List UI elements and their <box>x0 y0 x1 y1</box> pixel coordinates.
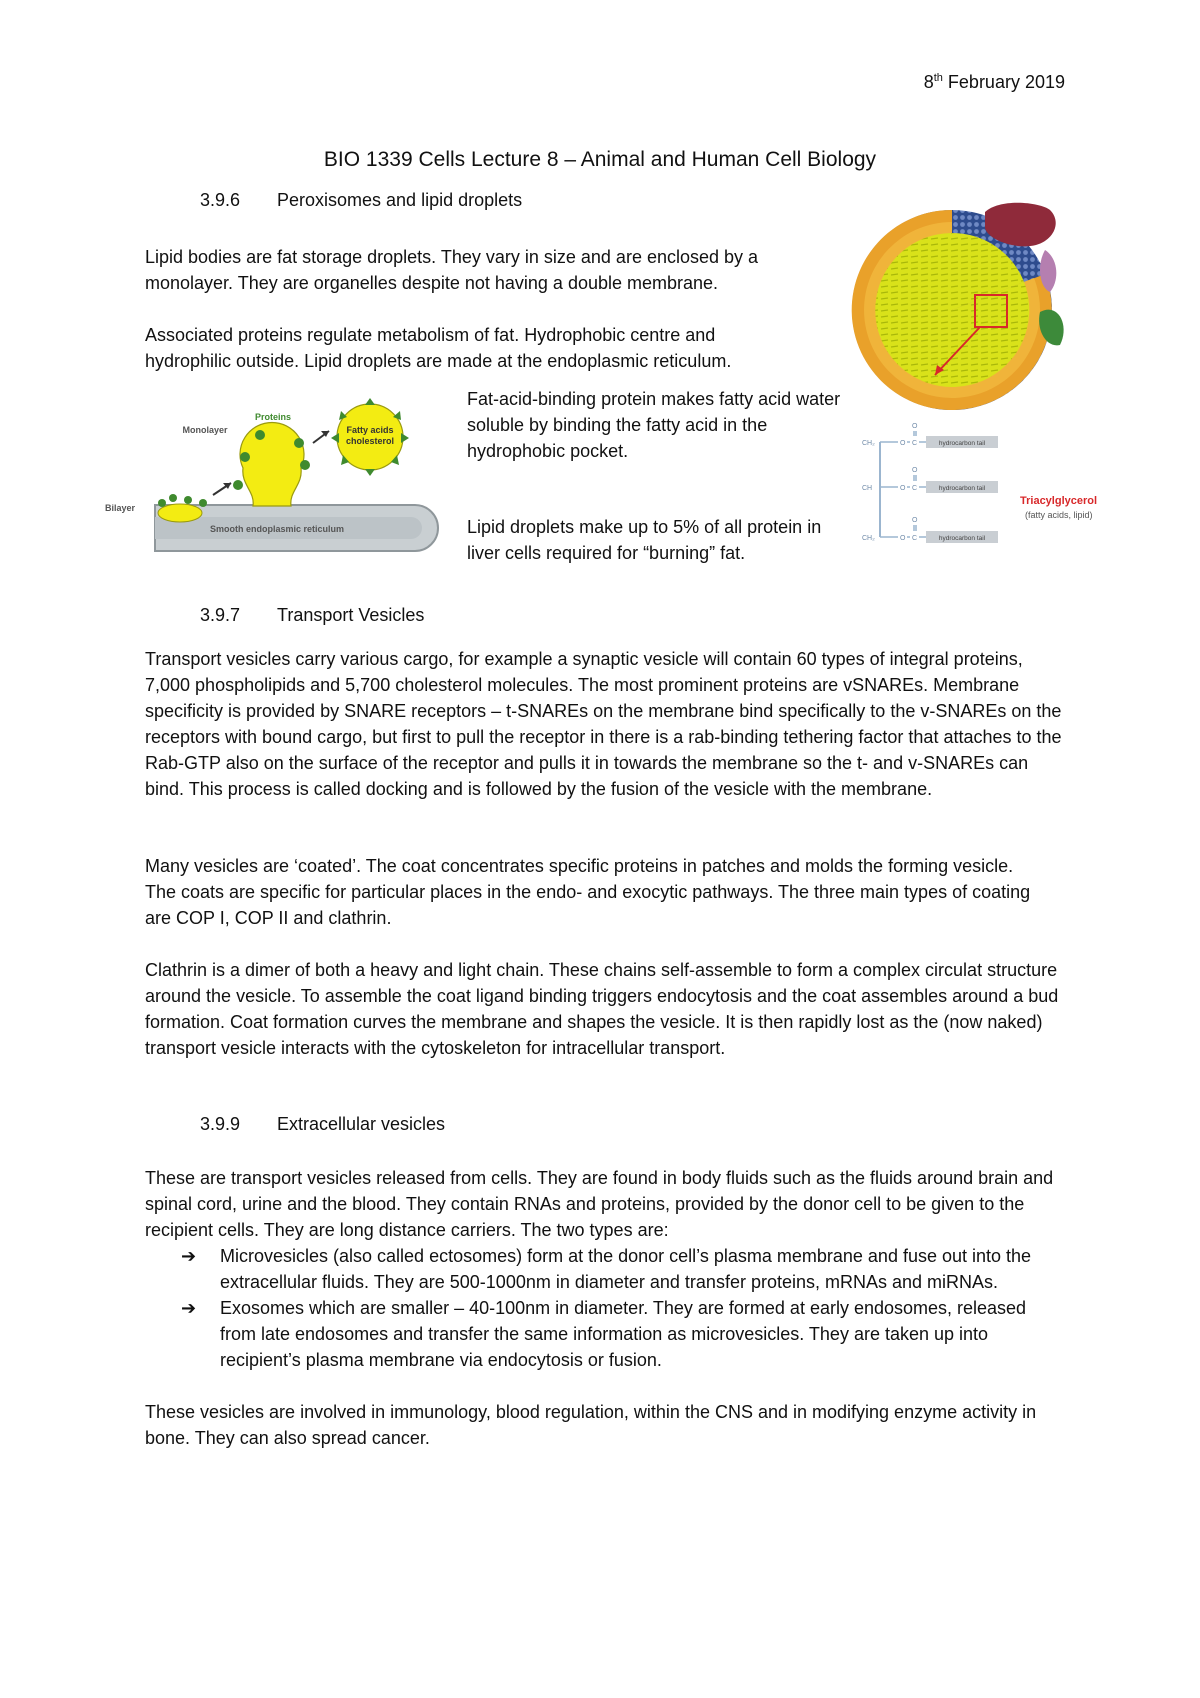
section-heading-extracellular <box>200 1114 445 1135</box>
paragraph-text: These are transport vesicles released from cells. They are found in body fluids such as the fluids around brain and spinal cord, urine and the blood. They contain RNAs and proteins, provided by the donor cell to be given to the recipient cells. They are long distance carriers. The two types are: <box>145 1168 1054 1240</box>
label-smooth-er: Smooth endoplasmic reticulum <box>209 524 345 534</box>
paragraph-text: Clathrin is a dimer of both a heavy and light chain. These chains self-assemble to form a complex circulat structure around the vesicle. To assemble the coat ligand binding triggers endocytosis and the coat assembles around a bud formation. Coat formation curves the membrane and shapes the vesicle. It is then rapidly lost as the (now naked) transport vesicle interacts with the cytoskeleton for intracellular transport. <box>145 960 1059 1058</box>
label-proteins: Proteins <box>254 412 292 422</box>
paragraph-text: Many vesicles are ‘coated’. The coat concentrates specific proteins in patches and molds the forming vesicle. The coats are specific for particular places in the endo- and exocytic pathways. The three main types of coating are COP I, COP II and clathrin. <box>145 856 1031 928</box>
label-eq-o-1: O <box>912 423 918 430</box>
section-heading-peroxisomes <box>200 190 522 211</box>
section-heading-transport <box>200 605 424 626</box>
arrow-icon: ➔ <box>181 1298 197 1318</box>
bullet-text: Microvesicles (also called ectosomes) form at the donor cell’s plasma membrane and fuse out into the extracellular fluids. They are 500-1000nm in diameter and transfer proteins, mRNAs and miRNAs. <box>220 1246 1032 1292</box>
paragraph-liver <box>467 514 847 566</box>
paragraph-text: Lipid droplets make up to 5% of all protein in liver cells required for “burning” fat. <box>467 517 822 563</box>
label-cholesterol: cholesterol <box>345 436 395 446</box>
label-triacylglycerol-sub: (fatty acids, lipid) <box>1025 510 1093 520</box>
label-c-3: C <box>912 535 918 542</box>
paragraph-text: These vesicles are involved in immunology, blood regulation, within the CNS and in modifying enzyme activity in bone. They can also spread cancer. <box>145 1402 1037 1448</box>
paragraph-text: Lipid bodies are fat storage droplets. They vary in size and are enclosed by a monolayer. They are organelles despite not having a double membrane. <box>145 247 759 293</box>
bullet-text: Exosomes which are smaller – 40-100nm in diameter. They are formed at early endosomes, released from late endosomes and transfer the same information as microvesicles. They are taken up into recipient’s plasma membrane via endocytosis or fusion. <box>220 1298 1027 1370</box>
list-item <box>145 1243 1065 1295</box>
label-c-2: C <box>912 485 918 492</box>
paragraph-text: Fat-acid-binding protein makes fatty acid water soluble by binding the fatty acid in the hydrophobic pocket. <box>467 389 841 461</box>
paragraph-text: Transport vesicles carry various cargo, for example a synaptic vesicle will contain 60 types of integral proteins, 7,000 phospholipids and 5,700 cholesterol molecules. The most prominent proteins are vSNAREs. Membrane specificity is provided by SNARE receptors – t-SNAREs on the membrane bind specifically to the v-SNAREs on the receptors with bound cargo, but first to pull the receptor in there is a rab-binding tethering factor that attaches to the Rab-GTP also on the surface of the receptor and pulls it in towards the membrane so the t- and v-SNAREs can bind. This process is called docking and is followed by the fusion of the vesicle with the membrane. <box>145 649 1062 799</box>
triacylglycerol-figure <box>860 420 1120 560</box>
label-bilayer: Bilayer <box>105 503 136 513</box>
label-eq-o-2: O <box>912 467 918 474</box>
label-ch: CH <box>862 485 873 492</box>
paragraph-clathrin <box>145 957 1065 1061</box>
label-tail-2: hydrocarbon tail <box>938 485 986 492</box>
label-ch2-bottom: CH₂ <box>862 535 875 542</box>
section-title: Extracellular vesicles <box>277 1114 446 1134</box>
label-tail-3: hydrocarbon tail <box>938 535 986 542</box>
label-o-1: O <box>900 440 906 447</box>
section-title: Transport Vesicles <box>277 605 425 625</box>
label-o-2: O <box>900 485 906 492</box>
document-date: 8th February 2019 <box>923 72 1065 92</box>
section-number: 3.9.7 <box>200 605 241 625</box>
paragraph-transport <box>145 646 1065 802</box>
bullet-list <box>145 1243 1065 1373</box>
section-number: 3.9.9 <box>200 1114 241 1134</box>
lipid-droplet-er-figure <box>105 393 455 573</box>
label-monolayer: Monolayer <box>182 425 228 435</box>
list-item <box>145 1295 1065 1373</box>
paragraph-fabp <box>467 386 847 464</box>
paragraph-extracellular <box>145 1165 1070 1243</box>
label-c-1: C <box>912 440 918 447</box>
label-eq-o-3: O <box>912 517 918 524</box>
lipid-droplet-section-figure <box>840 200 1090 415</box>
section-number: 3.9.6 <box>200 190 241 210</box>
paragraph-closing <box>145 1399 1065 1451</box>
paragraph-text: Associated proteins regulate metabolism of fat. Hydrophobic centre and hydrophilic outside. Lipid droplets are made at the endoplasmic reticulum. <box>145 325 732 371</box>
label-fatty-acids: Fatty acids <box>346 425 394 435</box>
document-title: BIO 1339 Cells Lecture 8 – Animal and Human Cell Biology <box>323 148 877 171</box>
label-ch2-top: CH₂ <box>862 440 875 447</box>
arrow-icon: ➔ <box>181 1246 197 1266</box>
paragraph-coated <box>145 853 1045 931</box>
section-title: Peroxisomes and lipid droplets <box>277 190 523 210</box>
label-triacylglycerol: Triacylglycerol <box>1020 495 1098 507</box>
paragraph-associated-proteins <box>145 322 795 374</box>
label-o-3: O <box>900 535 906 542</box>
label-tail-1: hydrocarbon tail <box>938 440 986 447</box>
paragraph-lipid-bodies <box>145 244 825 296</box>
